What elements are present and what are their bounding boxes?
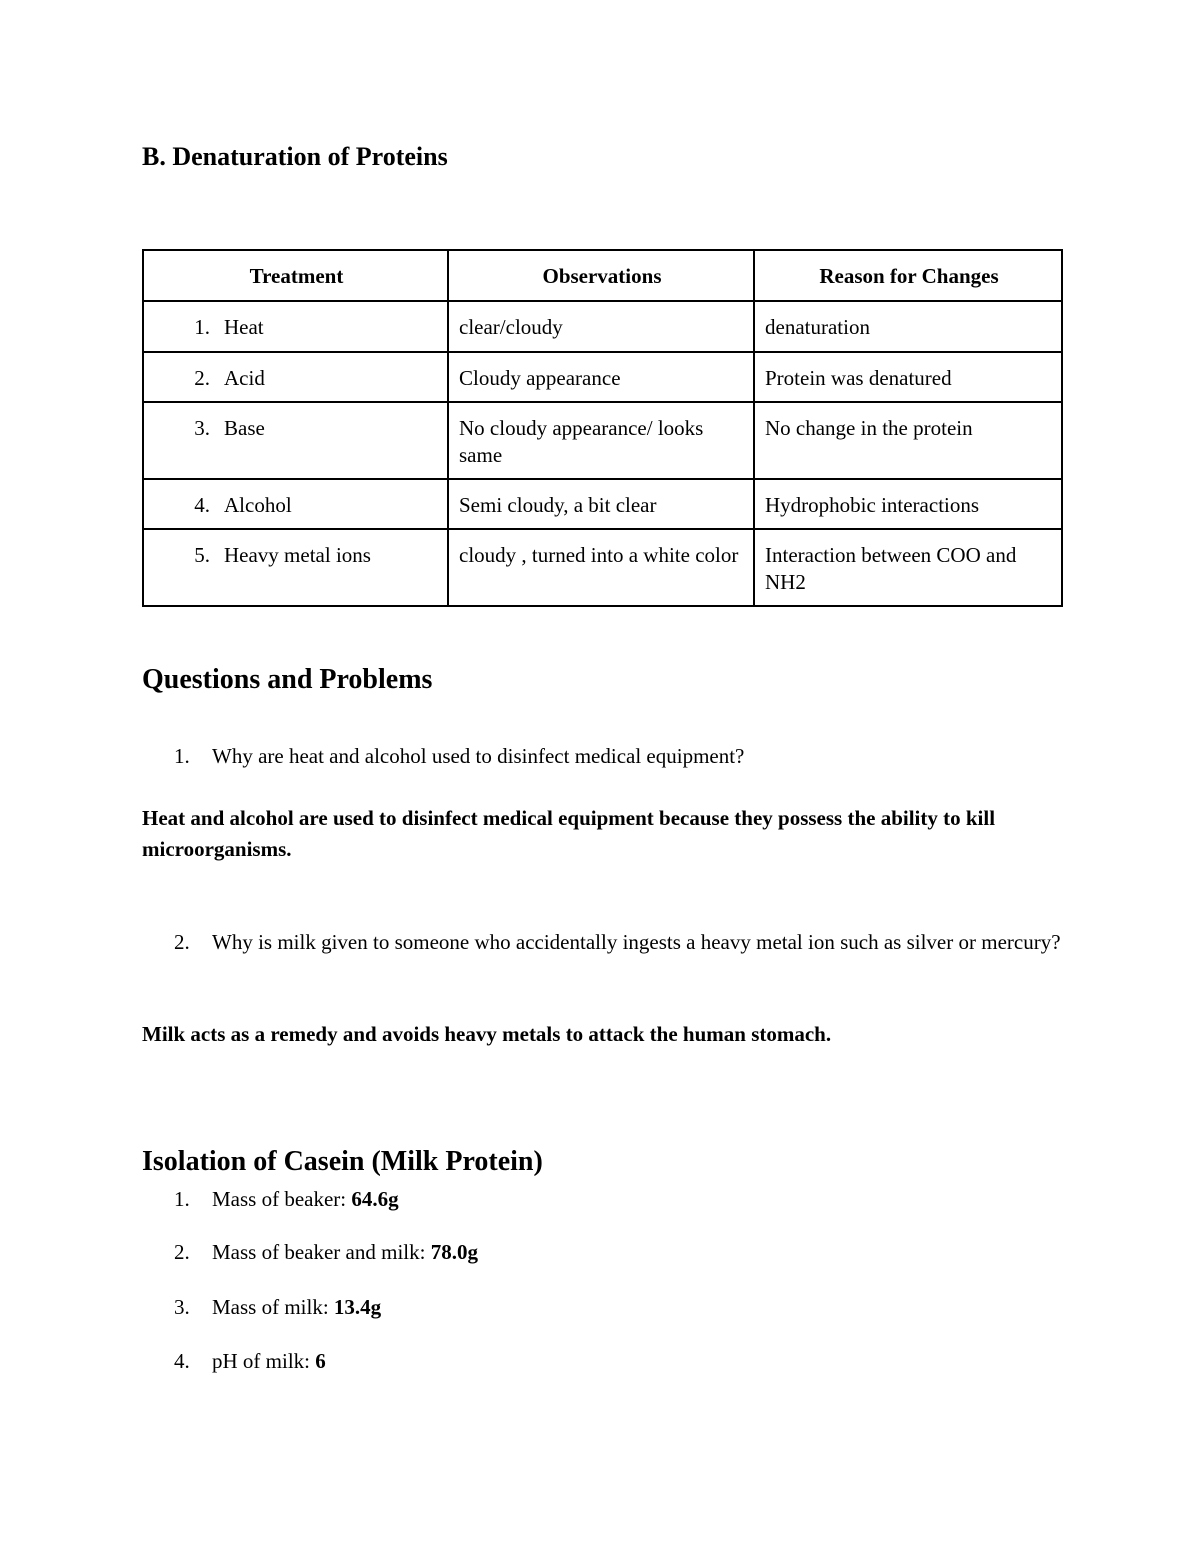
item-number: 4. — [174, 1349, 190, 1373]
treatment-label: Heat — [224, 315, 264, 339]
reason-cell: denaturation — [754, 301, 1062, 352]
treatment-label: Acid — [224, 366, 265, 390]
row-number: 5. — [194, 543, 210, 567]
table-header-row — [143, 250, 1062, 301]
reason-cell: No change in the protein — [754, 402, 1062, 479]
treatment-cell — [143, 529, 448, 606]
row-number: 4. — [194, 493, 210, 517]
question-item — [174, 927, 1062, 958]
section-b-heading: B. Denaturation of Proteins — [142, 142, 448, 171]
item-value: 64.6g — [351, 1187, 399, 1211]
questions-heading: Questions and Problems — [142, 664, 433, 695]
observation-cell: No cloudy appearance/ looks same — [448, 402, 754, 479]
item-number: 1. — [174, 1187, 190, 1211]
question-number: 1. — [174, 744, 190, 768]
item-value: 6 — [315, 1349, 326, 1373]
answer-text: Milk acts as a remedy and avoids heavy metals to attack the human stomach. — [142, 1022, 832, 1046]
item-label: Mass of beaker and milk: — [212, 1240, 431, 1264]
observation-cell: cloudy , turned into a white color — [448, 529, 754, 606]
table-row — [143, 402, 1062, 479]
answer-text: Heat and alcohol are used to disinfect medical equipment because they possess the ability to kill microorganisms. — [142, 806, 996, 861]
table-row — [143, 529, 1062, 606]
question-item — [174, 741, 1062, 772]
question-text: Why is milk given to someone who accidentally ingests a heavy metal ion such as silver or mercury? — [212, 930, 1061, 954]
treatment-label: Base — [224, 416, 265, 440]
reason-cell: Interaction between COO and NH2 — [754, 529, 1062, 606]
item-label: Mass of milk: — [212, 1295, 334, 1319]
table-row — [143, 479, 1062, 529]
item-value: 13.4g — [333, 1295, 382, 1319]
list-item — [174, 1292, 381, 1322]
question-text: Why are heat and alcohol used to disinfect medical equipment? — [212, 744, 745, 768]
observation-cell: Cloudy appearance — [448, 352, 754, 402]
table-row — [143, 352, 1062, 402]
casein-heading: Isolation of Casein (Milk Protein) — [142, 1146, 543, 1177]
item-label: Mass of beaker: — [212, 1187, 352, 1211]
observation-cell: Semi cloudy, a bit clear — [448, 479, 754, 529]
reason-cell: Hydrophobic interactions — [754, 479, 1062, 529]
reason-cell: Protein was denatured — [754, 352, 1062, 402]
column-header-treatment: Treatment — [143, 250, 448, 301]
list-item — [174, 1237, 478, 1267]
row-number: 1. — [194, 315, 210, 339]
observation-cell: clear/cloudy — [448, 301, 754, 352]
treatment-label: Heavy metal ions — [224, 543, 371, 567]
list-item — [174, 1184, 399, 1214]
column-header-reason: Reason for Changes — [754, 250, 1062, 301]
treatment-cell — [143, 301, 448, 352]
treatment-cell — [143, 402, 448, 479]
table-row — [143, 301, 1062, 352]
denaturation-table — [142, 249, 1063, 607]
item-number: 3. — [174, 1295, 190, 1319]
question-number: 2. — [174, 930, 190, 954]
item-value: 78.0g — [430, 1240, 478, 1264]
list-item — [174, 1346, 326, 1376]
treatment-label: Alcohol — [224, 493, 292, 517]
row-number: 3. — [194, 416, 210, 440]
treatment-cell — [143, 479, 448, 529]
row-number: 2. — [194, 366, 210, 390]
item-number: 2. — [174, 1240, 190, 1264]
column-header-observations: Observations — [448, 250, 754, 301]
treatment-cell — [143, 352, 448, 402]
item-label: pH of milk: — [212, 1349, 316, 1373]
